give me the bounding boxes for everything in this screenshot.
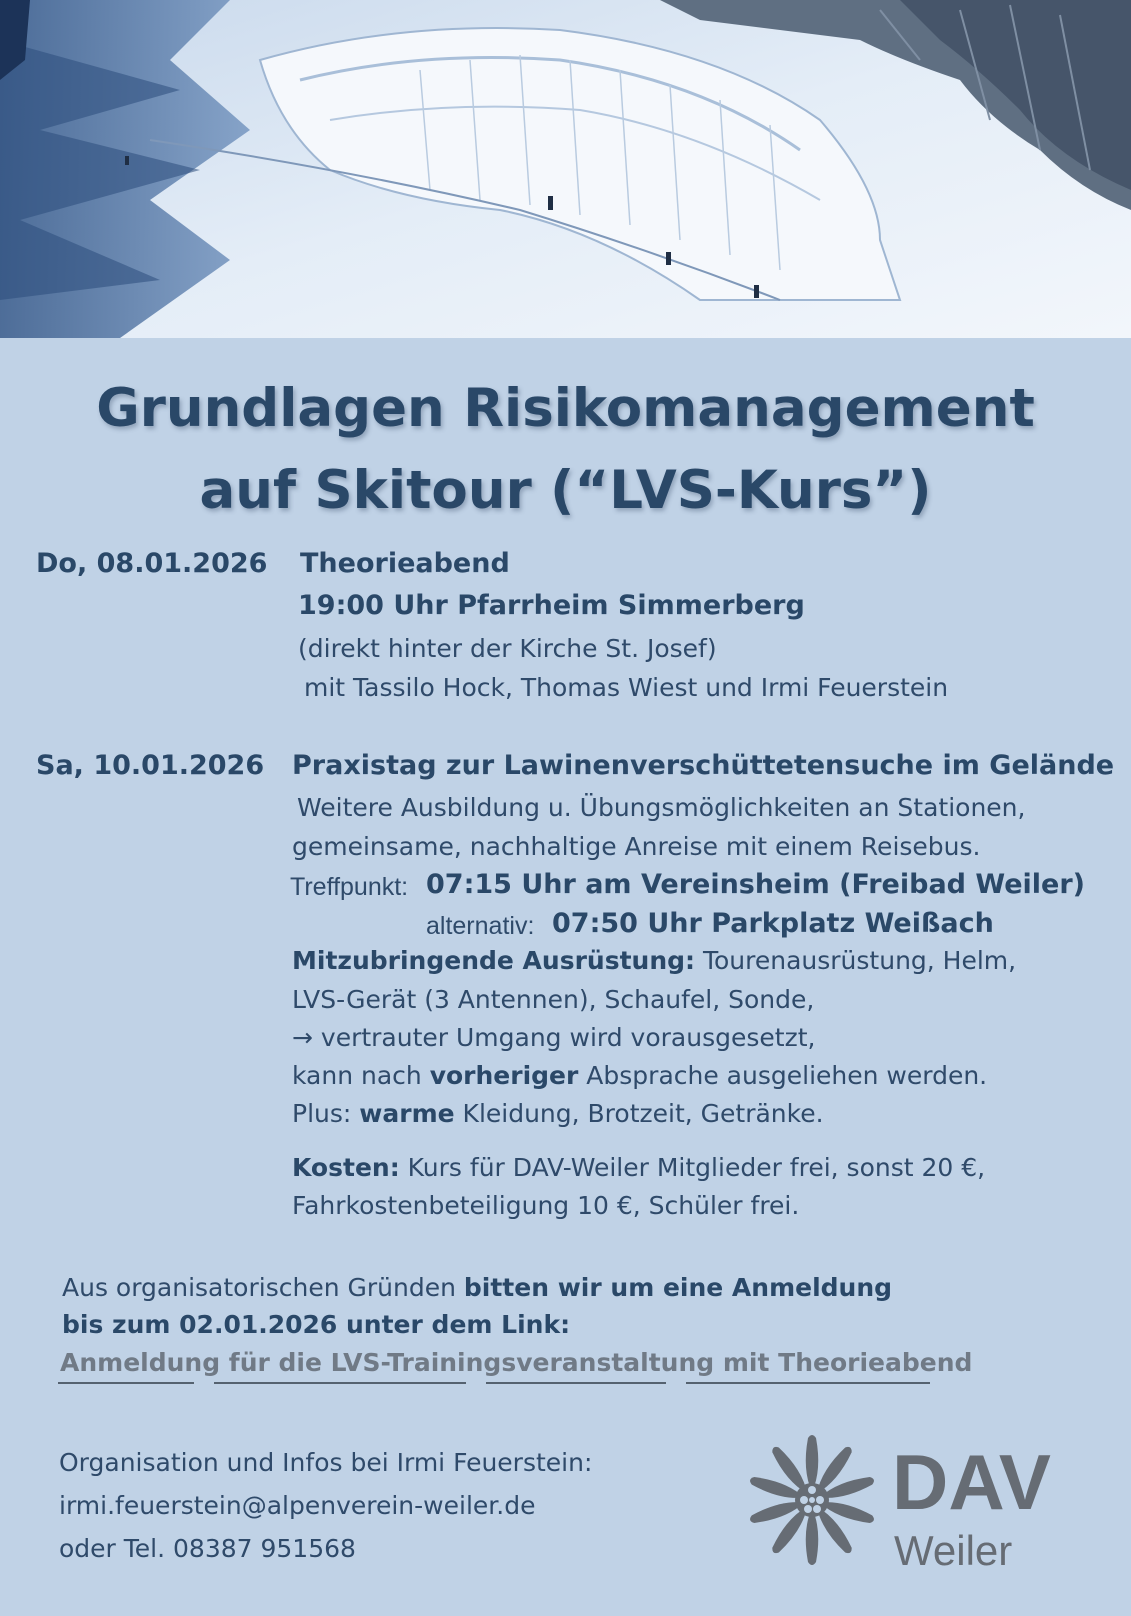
- logo-dav-text: DAV: [892, 1438, 1051, 1526]
- event2-desc-line2: gemeinsame, nachhaltige Anreise mit einem Reisebus.: [292, 832, 981, 861]
- equipment-text1: Tourenausrüstung, Helm,: [702, 946, 1017, 975]
- equipment-label: Mitzubringende Ausrüstung:: [292, 946, 696, 975]
- event2-date: Sa, 10.01.2026: [36, 750, 265, 781]
- logo-weiler-text: Weiler: [894, 1527, 1013, 1574]
- event1-time-place: 19:00 Uhr Pfarrheim Simmerberg: [298, 590, 805, 621]
- event1-heading: Theorieabend: [300, 548, 510, 579]
- event2-heading: Praxistag zur Lawinenverschüttetensuche im Gelände: [292, 750, 1115, 781]
- event2-desc-line1: Weitere Ausbildung u. Übungsmöglichkeiten an Stationen,: [297, 793, 1026, 822]
- snow-slope-photo: [0, 0, 1131, 338]
- equipment-line5-pre: Plus:: [292, 1099, 352, 1128]
- edelweiss-icon: [744, 1432, 880, 1568]
- registration-line1-bold: bitten wir um eine Anmeldung: [463, 1273, 893, 1302]
- alt-value: 07:50 Uhr Parkplatz Weißach: [552, 908, 994, 939]
- equipment-line2: LVS-Gerät (3 Antennen), Schaufel, Sonde,: [292, 985, 815, 1014]
- cost-line2: Fahrkostenbeteiligung 10 €, Schüler frei.: [292, 1191, 800, 1220]
- equipment-line3: → vertrauter Umgang wird vorausgesetzt,: [292, 1023, 816, 1052]
- equipment-line1: [292, 946, 1016, 975]
- equipment-line4-post: Absprache ausgeliehen werden.: [586, 1061, 988, 1090]
- cost-line1: [292, 1153, 985, 1182]
- link-underline-4: [686, 1382, 930, 1384]
- equipment-line5-post: Kleidung, Brotzeit, Getränke.: [462, 1099, 824, 1128]
- registration-line1-pre: Aus organisatorischen Gründen: [62, 1273, 456, 1302]
- cost-label: Kosten:: [292, 1153, 400, 1182]
- link-underline-1: [58, 1382, 194, 1384]
- equipment-line4-bold: vorheriger: [429, 1061, 579, 1090]
- title-line-1: Grundlagen Risikomanagement: [96, 378, 1035, 439]
- equipment-line5: [292, 1099, 824, 1128]
- registration-line1: [62, 1273, 892, 1302]
- contact-email[interactable]: irmi.feuerstein@alpenverein-weiler.de: [59, 1491, 536, 1520]
- hero-image: [0, 0, 1131, 338]
- contact-phone: oder Tel. 08387 951568: [59, 1534, 356, 1563]
- link-underline-2: [214, 1382, 466, 1384]
- contact-line1: Organisation und Infos bei Irmi Feuerstein:: [59, 1448, 593, 1477]
- registration-line2: bis zum 02.01.2026 unter dem Link:: [62, 1310, 571, 1339]
- cost-text1: Kurs für DAV-Weiler Mitglieder frei, sonst 20 €,: [407, 1153, 986, 1182]
- registration-link[interactable]: Anmeldung für die LVS-Trainingsveranstaltung mit Theorieabend: [60, 1348, 973, 1377]
- event1-date: Do, 08.01.2026: [36, 548, 268, 579]
- event1-instructors: mit Tassilo Hock, Thomas Wiest und Irmi Feuerstein: [304, 673, 949, 702]
- event1-location-note: (direkt hinter der Kirche St. Josef): [298, 634, 717, 663]
- page-title: [0, 368, 1131, 532]
- link-underline-3: [486, 1382, 666, 1384]
- meeting-value: 07:15 Uhr am Vereinsheim (Freibad Weiler): [426, 869, 1086, 900]
- equipment-line4-pre: kann nach: [292, 1061, 422, 1090]
- alt-label: alternativ:: [426, 912, 535, 940]
- title-line-2: auf Skitour (“LVS-Kurs”): [199, 460, 932, 521]
- meeting-label: Treffpunkt:: [290, 873, 409, 901]
- equipment-line4: [292, 1061, 987, 1090]
- equipment-line5-bold: warme: [359, 1099, 455, 1128]
